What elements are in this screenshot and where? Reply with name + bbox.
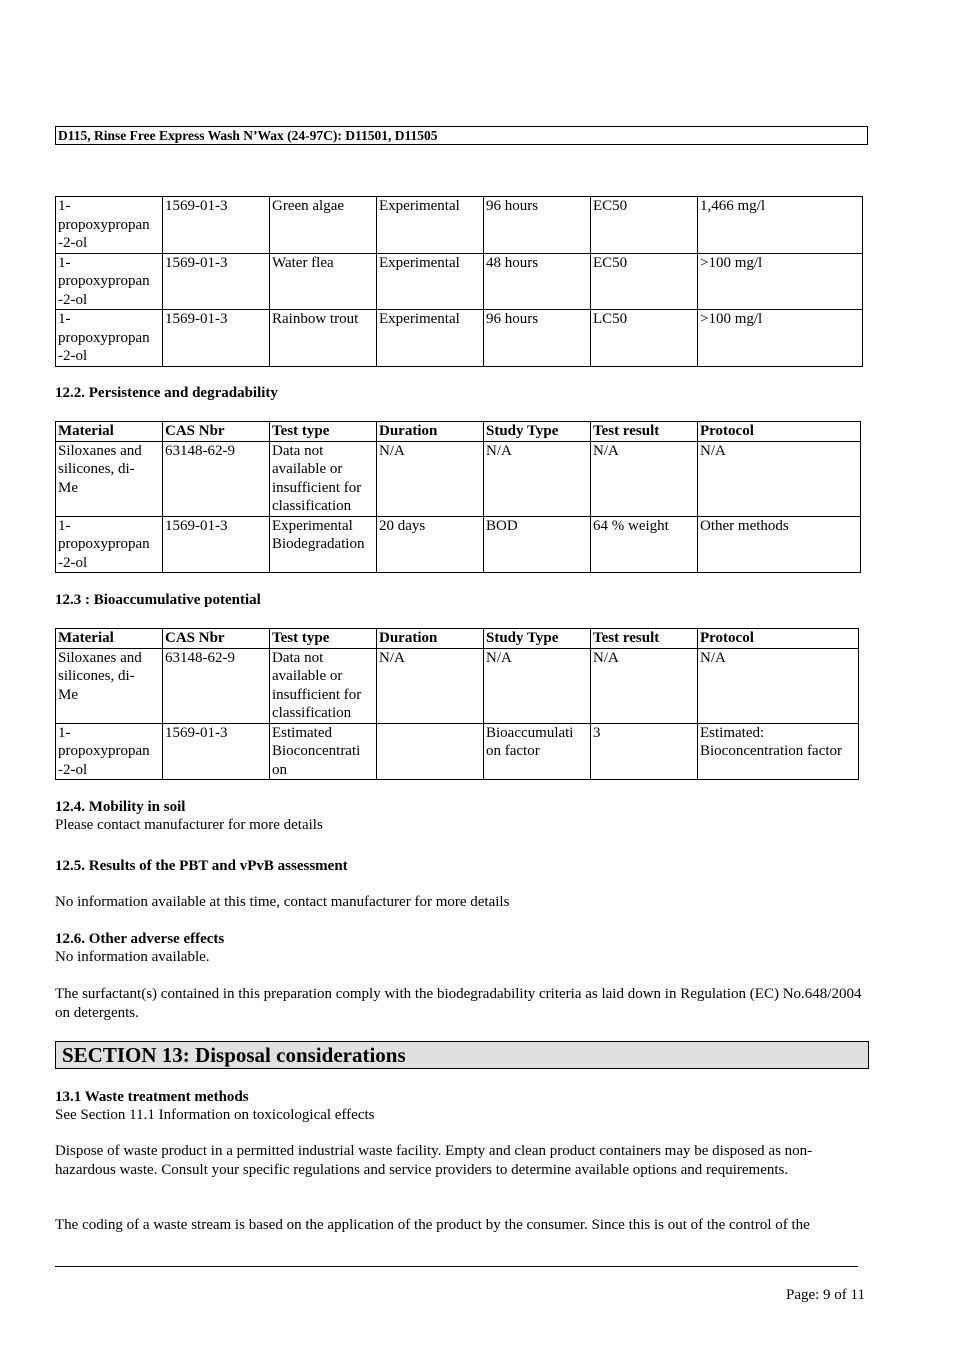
column-header: Test type: [270, 422, 377, 442]
mobility-heading: 12.4. Mobility in soil: [55, 799, 186, 815]
table-cell: EC50: [591, 197, 698, 254]
other-effects-heading: 12.6. Other adverse effects: [55, 931, 225, 947]
table-cell: Experimental: [377, 197, 484, 254]
table-row: [56, 648, 859, 723]
table-row: [56, 441, 861, 516]
column-header: CAS Nbr: [163, 422, 270, 442]
table-cell: Other methods: [698, 516, 861, 573]
table-cell: Siloxanes and silicones, di- Me: [56, 648, 163, 723]
bioaccumulative-table: [55, 628, 859, 780]
table-cell: Data not available or insufficient for classification: [270, 648, 377, 723]
table-cell: Green algae: [270, 197, 377, 254]
table-cell: 1- propoxypropan -2-ol: [56, 197, 163, 254]
table-cell: 20 days: [377, 516, 484, 573]
table-row: [56, 723, 859, 780]
table-cell: 1569-01-3: [163, 253, 270, 310]
persistence-heading: 12.2. Persistence and degradability: [55, 385, 278, 401]
footer-rule: [55, 1266, 858, 1267]
table-cell: 1569-01-3: [163, 310, 270, 367]
table-cell: Bioaccumulati on factor: [484, 723, 591, 780]
table-cell: 1,466 mg/l: [698, 197, 863, 254]
table-row: [56, 197, 863, 254]
table-cell: 1- propoxypropan -2-ol: [56, 253, 163, 310]
column-header: Material: [56, 629, 163, 649]
table-cell: N/A: [698, 648, 859, 723]
table-cell: Experimental: [377, 253, 484, 310]
table-cell: 1569-01-3: [163, 723, 270, 780]
column-header: Test result: [591, 629, 698, 649]
table-cell: N/A: [591, 441, 698, 516]
column-header: Duration: [377, 629, 484, 649]
surfactant-text: The surfactant(s) contained in this preparation comply with the biodegradability criteria as laid down in Regulation (EC) No.648/2004 on detergents.: [55, 986, 862, 1021]
table-cell: 64 % weight: [591, 516, 698, 573]
table-cell: 63148-62-9: [163, 441, 270, 516]
persistence-table: [55, 421, 861, 573]
table-cell: N/A: [377, 648, 484, 723]
table-row: [56, 253, 863, 310]
mobility-text: Please contact manufacturer for more details: [55, 817, 323, 833]
column-header: Material: [56, 422, 163, 442]
table-cell: N/A: [591, 648, 698, 723]
column-header: Protocol: [698, 629, 859, 649]
coding-text: The coding of a waste stream is based on the application of the product by the consumer. Since this is out of the control of the: [55, 1217, 810, 1233]
column-header: Protocol: [698, 422, 861, 442]
table-cell: 48 hours: [484, 253, 591, 310]
column-header: CAS Nbr: [163, 629, 270, 649]
table-cell: Siloxanes and silicones, di- Me: [56, 441, 163, 516]
table-cell: 1- propoxypropan -2-ol: [56, 516, 163, 573]
column-header: Test result: [591, 422, 698, 442]
pbt-text: No information available at this time, contact manufacturer for more details: [55, 894, 510, 910]
table-cell: >100 mg/l: [698, 310, 863, 367]
table-cell: Estimated: Bioconcentration factor: [698, 723, 859, 780]
table-cell: Estimated Bioconcentrati on: [270, 723, 377, 780]
table-cell: 3: [591, 723, 698, 780]
table-cell: 1- propoxypropan -2-ol: [56, 723, 163, 780]
table-cell: N/A: [698, 441, 861, 516]
column-header: Duration: [377, 422, 484, 442]
table-row: [56, 310, 863, 367]
table-cell: 96 hours: [484, 310, 591, 367]
column-header: Study Type: [484, 629, 591, 649]
table-cell: Experimental: [377, 310, 484, 367]
document-header: D115, Rinse Free Express Wash N’Wax (24-97C): D11501, D11505: [55, 126, 868, 145]
other-effects-text: No information available.: [55, 949, 210, 965]
table-cell: >100 mg/l: [698, 253, 863, 310]
table-cell: 96 hours: [484, 197, 591, 254]
table-cell: Water flea: [270, 253, 377, 310]
table-cell: Rainbow trout: [270, 310, 377, 367]
table-cell: LC50: [591, 310, 698, 367]
table-cell: Data not available or insufficient for classification: [270, 441, 377, 516]
column-header: Test type: [270, 629, 377, 649]
table-cell: N/A: [484, 441, 591, 516]
table-cell: 63148-62-9: [163, 648, 270, 723]
table-cell: N/A: [484, 648, 591, 723]
table-cell: BOD: [484, 516, 591, 573]
table-cell: 1569-01-3: [163, 516, 270, 573]
column-header: Study Type: [484, 422, 591, 442]
waste-treatment-heading: 13.1 Waste treatment methods: [55, 1089, 249, 1105]
table-cell: N/A: [377, 441, 484, 516]
table-cell: [377, 723, 484, 780]
table-cell: Experimental Biodegradation: [270, 516, 377, 573]
section-13-title: SECTION 13: Disposal considerations: [55, 1041, 869, 1069]
page-number: Page: 9 of 11: [785, 1287, 865, 1303]
bioaccumulative-heading: 12.3 : Bioaccumulative potential: [55, 592, 261, 608]
table-row: [56, 516, 861, 573]
dispose-text: Dispose of waste product in a permitted industrial waste facility. Empty and clean product containers may be disposed as non-hazardous waste. Consult your specific regulations and service providers to determine available options and requirements.: [55, 1143, 813, 1178]
table-cell: 1- propoxypropan -2-ol: [56, 310, 163, 367]
waste-treatment-reference: See Section 11.1 Information on toxicological effects: [55, 1107, 375, 1123]
table-cell: EC50: [591, 253, 698, 310]
ecotoxicity-table: [55, 196, 863, 367]
table-cell: 1569-01-3: [163, 197, 270, 254]
pbt-heading: 12.5. Results of the PBT and vPvB assessment: [55, 858, 348, 874]
